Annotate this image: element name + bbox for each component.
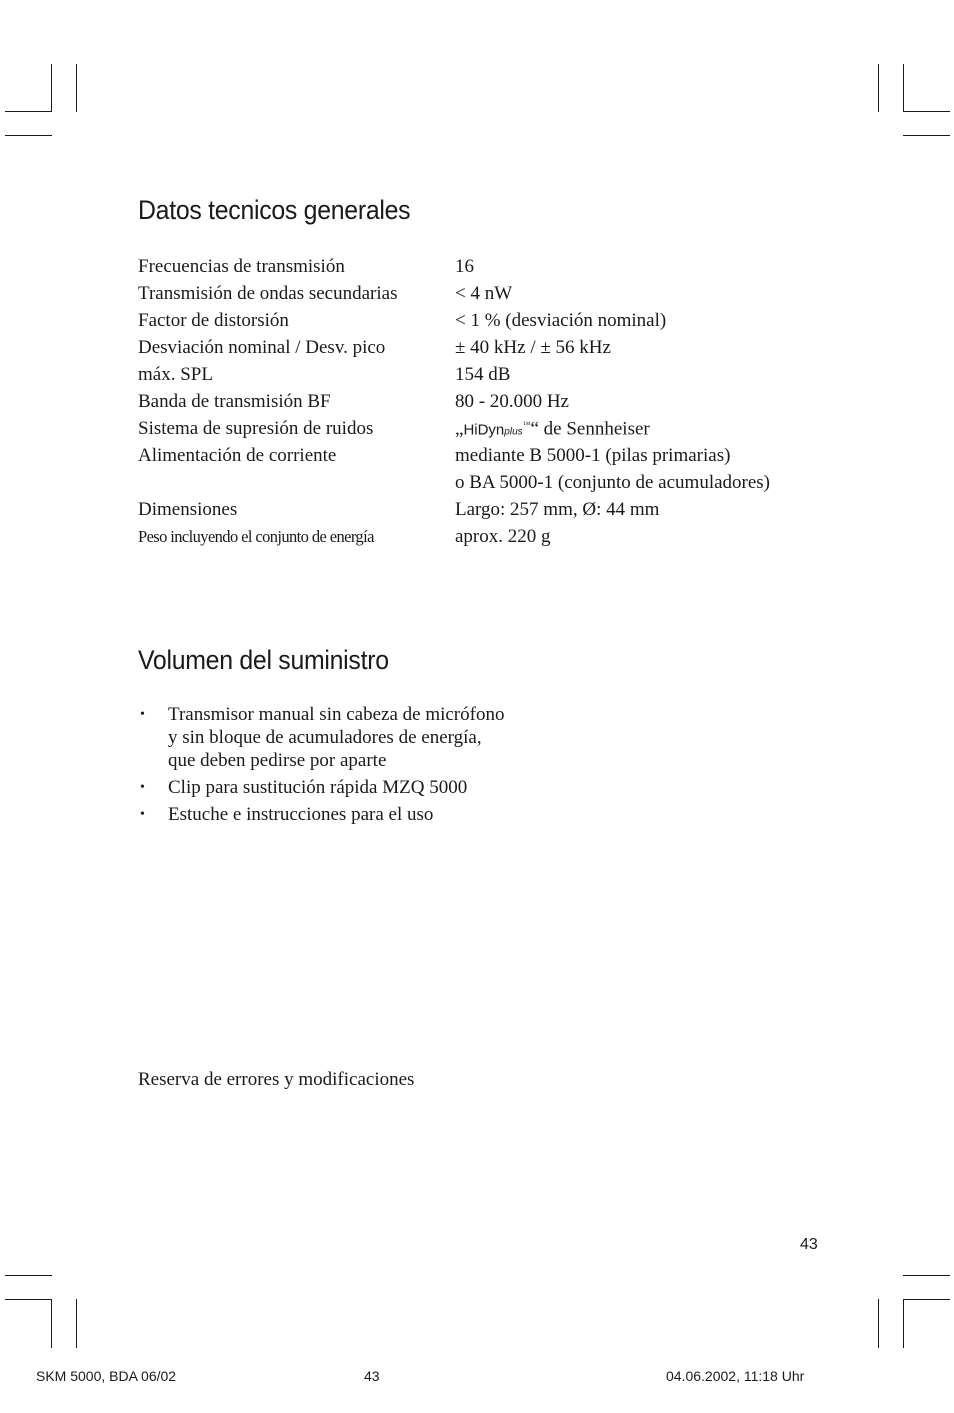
crop-mark: [903, 1275, 950, 1276]
spec-label: Peso incluyendo el conjunto de energía: [138, 527, 374, 546]
list-item-line: Transmisor manual sin cabeza de micrófono: [168, 704, 505, 725]
bullet-icon: •: [140, 807, 145, 822]
crop-mark: [5, 1299, 52, 1300]
spec-value: ± 40 kHz / ± 56 kHz: [455, 337, 611, 358]
spec-row: [138, 334, 838, 361]
footer-center: 43: [364, 1368, 380, 1384]
crop-mark: [903, 135, 950, 136]
crop-mark: [76, 1299, 77, 1348]
spec-value-noise-reduction: [455, 411, 650, 445]
spec-label: Sistema de supresión de ruidos: [138, 418, 374, 439]
spec-label: Desviación nominal / Desv. pico: [138, 337, 386, 358]
spec-label: máx. SPL: [138, 364, 213, 385]
spec-row: [138, 415, 838, 442]
trademark-symbol: ™: [522, 420, 531, 430]
crop-mark: [5, 135, 52, 136]
spec-label: Dimensiones: [138, 499, 238, 520]
crop-mark: [5, 111, 52, 112]
list-item-line: Estuche e instrucciones para el uso: [168, 804, 434, 825]
spec-value: Largo: 257 mm, Ø: 44 mm: [455, 499, 660, 520]
crop-mark: [903, 111, 950, 112]
hidyn-brand: HiDyn: [463, 421, 505, 439]
crop-mark: [878, 64, 879, 112]
spec-row: [138, 307, 838, 334]
crop-mark: [76, 64, 77, 112]
spec-row: [138, 442, 838, 469]
list-item: [138, 776, 638, 799]
spec-value: mediante B 5000-1 (pilas primarias): [455, 445, 731, 466]
list-item-line: y sin bloque de acumuladores de energía,: [168, 727, 482, 748]
specs-table: [138, 253, 838, 550]
crop-mark: [51, 1299, 52, 1348]
spec-row: [138, 253, 838, 280]
spec-row: [138, 496, 838, 523]
list-item-line: que deben pedirse por aparte: [168, 750, 387, 771]
spec-label: Banda de transmisión BF: [138, 391, 331, 412]
spec-value: < 1 % (desviación nominal): [455, 310, 667, 331]
footer-left: SKM 5000, BDA 06/02: [36, 1368, 177, 1384]
specs-heading: Datos tecnicos generales: [138, 195, 411, 225]
spec-label: Alimentación de corriente: [138, 445, 337, 466]
list-item: [138, 703, 638, 772]
list-item: [138, 803, 638, 826]
spec-value: 16: [455, 256, 474, 277]
crop-mark: [5, 1275, 52, 1276]
spec-row: [138, 361, 838, 388]
crop-mark: [878, 1299, 879, 1348]
spec-value: 154 dB: [455, 364, 511, 385]
page-number: 43: [800, 1236, 818, 1253]
crop-mark: [903, 64, 904, 112]
supply-list: [138, 703, 638, 830]
crop-mark: [903, 1299, 904, 1348]
spec-row: [138, 280, 838, 307]
spec-value: o BA 5000-1 (conjunto de acumuladores): [455, 472, 771, 493]
list-item-line: Clip para sustitución rápida MZQ 5000: [168, 777, 468, 798]
footer-right: 04.06.2002, 11:18 Uhr: [666, 1368, 805, 1384]
spec-value: 80 - 20.000 Hz: [455, 391, 569, 412]
spec-value: < 4 nW: [455, 283, 513, 304]
disclaimer-note: Reserva de errores y modificaciones: [138, 1069, 415, 1090]
value-suffix: “ de Sennheiser: [530, 418, 650, 440]
spec-label: Factor de distorsión: [138, 310, 289, 331]
bullet-icon: •: [140, 780, 145, 795]
crop-mark: [51, 64, 52, 112]
supply-heading: Volumen del suministro: [138, 645, 389, 675]
bullet-icon: •: [140, 707, 145, 722]
spec-row: [138, 469, 838, 496]
crop-mark: [903, 1299, 950, 1300]
spec-value: aprox. 220 g: [455, 526, 551, 547]
quote-open: „: [455, 418, 464, 440]
spec-label: Transmisión de ondas secundarias: [138, 283, 398, 304]
spec-label: Frecuencias de transmisión: [138, 256, 345, 277]
spec-row: [138, 523, 838, 550]
hidyn-plus-suffix: plus: [504, 426, 523, 438]
